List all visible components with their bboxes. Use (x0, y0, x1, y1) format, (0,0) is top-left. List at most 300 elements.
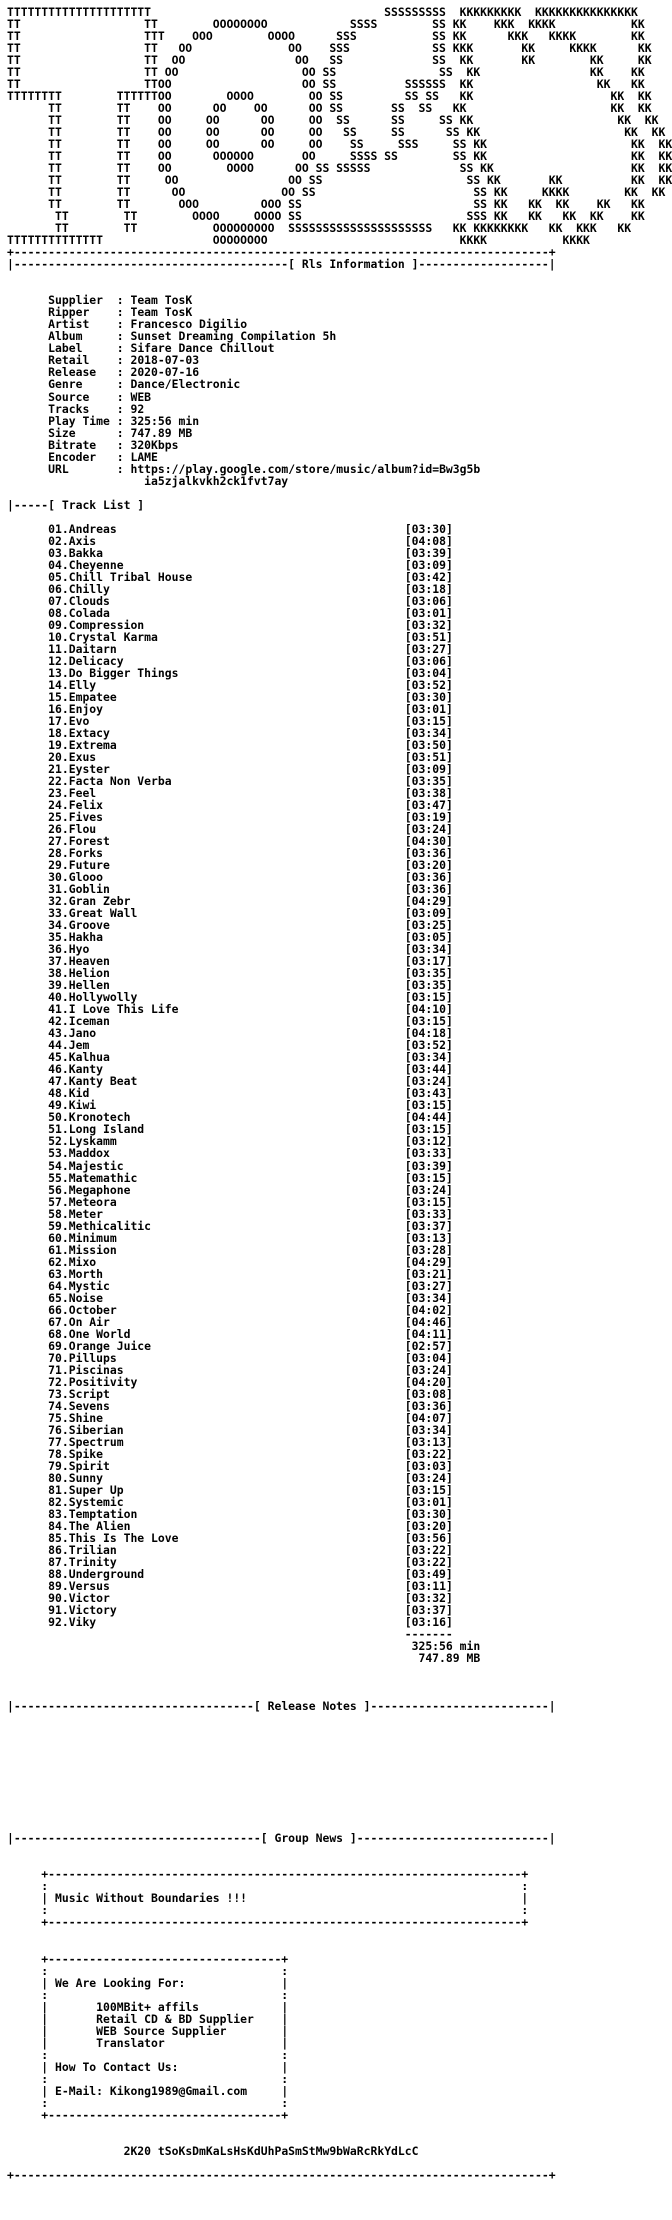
info-label: Ripper (48, 305, 90, 320)
logo-art-line: TT TTT OOO OOOO SSS SS KK KKK KKKK KK (7, 29, 645, 44)
track-title: Goblin (68, 882, 110, 897)
track-number: 15 (48, 689, 62, 704)
track-time: 04:29 (411, 894, 446, 909)
track-time: 04:02 (411, 1302, 446, 1317)
logo-art-line: TT TT OO OO SS SS KK KKKK KK KK (7, 185, 666, 200)
track-time: 03:01 (411, 1494, 446, 1509)
track-row: 61.Mission [03:28] (48, 1242, 453, 1257)
track-time: 03:24 (411, 1074, 446, 1089)
track-row: 16.Enjoy [03:01] (48, 701, 453, 716)
track-number: 29 (48, 858, 62, 873)
track-time: 03:05 (411, 930, 446, 945)
track-row: 70.Pillups [03:04] (48, 1350, 453, 1365)
track-title: Kanty (68, 1062, 104, 1077)
track-title: Kiwi (68, 1098, 97, 1113)
track-row: 87.Trinity [03:22] (48, 1555, 453, 1570)
info-label: Bitrate (48, 437, 97, 452)
info-value: 2018-07-03 (130, 353, 200, 368)
track-title: Positivity (68, 1374, 138, 1389)
track-number: 69 (48, 1338, 62, 1353)
track-row: 73.Script [03:08] (48, 1386, 453, 1401)
track-title: Maddox (68, 1146, 110, 1161)
track-time: 03:24 (411, 1470, 446, 1485)
email-label: E-Mail: (55, 2083, 104, 2098)
track-time: 04:30 (411, 834, 446, 849)
track-title: Future (68, 858, 110, 873)
track-row: 86.Trilian [03:22] (48, 1543, 453, 1557)
track-title: Morth (68, 1266, 104, 1281)
contact-heading: How To Contact Us: (55, 2059, 179, 2074)
track-row: 91.Victory [03:37] (48, 1603, 453, 1618)
track-time: 03:06 (411, 653, 446, 668)
track-time: 03:39 (411, 545, 446, 560)
track-time: 03:11 (411, 1579, 446, 1594)
track-title: Delicacy (68, 653, 124, 668)
track-number: 67 (48, 1314, 62, 1329)
logo-art-line: TTTTTTTTTTTTTT OOOOOOOO KKKK KKKK (7, 233, 590, 248)
track-number: 92 (48, 1615, 62, 1630)
track-number: 45 (48, 1050, 62, 1065)
info-label: Tracks (48, 401, 90, 416)
track-title: Forest (68, 834, 110, 849)
track-title: Matemathic (68, 1170, 138, 1185)
track-time: 03:15 (411, 1098, 446, 1113)
track-number: 06 (48, 581, 62, 596)
info-value: LAME (130, 449, 158, 464)
logo-art-line: TTTTTTTTTTTTTTTTTTTTT SSSSSSSSS KKKKKKKKK KKKKKKKKKKKKKKK (7, 5, 638, 19)
track-time: 03:33 (411, 1206, 446, 1221)
track-row: 01.Andreas [03:30] (48, 521, 453, 536)
track-row: 33.Great Wall [03:09] (48, 906, 453, 921)
track-title: Methicalitic (68, 1218, 152, 1233)
track-number: 61 (48, 1242, 62, 1257)
track-row: 18.Extacy [03:34] (48, 725, 453, 740)
track-number: 04 (48, 557, 62, 572)
track-time: 03:43 (411, 1086, 446, 1101)
track-title: This Is The Love (68, 1530, 179, 1545)
looking-for-item: Translator (96, 2035, 165, 2050)
track-number: 88 (48, 1567, 62, 1582)
track-number: 90 (48, 1591, 62, 1606)
looking-for-item: Retail CD & BD Supplier (96, 2011, 254, 2026)
track-row: 88.Underground [03:49] (48, 1567, 453, 1582)
track-title: Siberian (68, 1422, 124, 1437)
logo-art-line: TT TT OO OO OO OO SS SS SS KK KK KK (7, 101, 652, 116)
track-time: 03:56 (411, 1530, 446, 1545)
track-title: Clouds (68, 593, 110, 608)
track-number: 40 (48, 990, 62, 1005)
track-number: 33 (48, 906, 62, 921)
track-title: Enjoy (68, 701, 104, 716)
contact-email: Kikong1989@Gmail.com (109, 2083, 248, 2098)
track-title: One World (68, 1326, 131, 1341)
track-row: 90.Victor [03:32] (48, 1591, 453, 1606)
track-title: Meteora (68, 1194, 117, 1209)
track-number: 53 (48, 1146, 62, 1161)
track-number: 22 (48, 774, 62, 788)
logo-art-line: TT TT OOO OOO SS SS KK KK KK KK KK (7, 197, 645, 212)
track-time: 04:20 (411, 1374, 446, 1389)
track-title: On Air (68, 1314, 110, 1329)
info-value: 2020-07-16 (130, 365, 200, 380)
track-title: Hakha (68, 930, 104, 945)
track-time: 03:37 (411, 1218, 446, 1233)
track-number: 48 (48, 1086, 62, 1101)
track-title: Trilian (68, 1543, 117, 1557)
track-time: 03:35 (411, 774, 446, 788)
track-title: Colada (68, 605, 110, 620)
track-time: 03:04 (411, 665, 446, 680)
track-time: 03:22 (411, 1555, 446, 1570)
info-value: Team TosK (130, 305, 193, 320)
track-number: 21 (48, 761, 62, 776)
track-title: Empatee (68, 689, 117, 704)
track-number: 60 (48, 1230, 62, 1245)
track-number: 26 (48, 822, 62, 837)
track-time: 03:22 (411, 1543, 446, 1557)
track-row: 45.Kalhua [03:34] (48, 1050, 453, 1065)
track-number: 78 (48, 1446, 62, 1461)
track-time: 03:27 (411, 1278, 446, 1293)
track-title: Daitarn (68, 641, 117, 656)
track-time: 03:28 (411, 1242, 446, 1257)
track-row: 26.Flou [03:24] (48, 822, 453, 837)
info-value: 92 (130, 401, 145, 416)
looking-for-item: WEB Source Supplier (96, 2023, 227, 2038)
info-label: Album (48, 329, 83, 344)
logo-art-line: TT TT OO OOOOOO OO SSSS SS SS KK KK KK (7, 149, 672, 164)
track-row: 82.Systemic [03:01] (48, 1494, 453, 1509)
track-title: Heaven (68, 954, 110, 969)
track-number: 51 (48, 1122, 62, 1137)
track-row: 39.Hellen [03:35] (48, 978, 453, 993)
track-number: 20 (48, 749, 62, 764)
track-number: 74 (48, 1398, 62, 1413)
track-title: Flou (68, 822, 97, 837)
track-title: Sunny (68, 1470, 104, 1485)
track-row: 76.Siberian [03:34] (48, 1422, 453, 1437)
track-row: 85.This Is The Love [03:56] (48, 1530, 453, 1545)
track-title: Sevens (68, 1398, 110, 1413)
track-title: Forks (68, 846, 104, 861)
track-time: 03:09 (411, 557, 446, 572)
track-row: 81.Super Up [03:15] (48, 1482, 453, 1497)
track-row: 10.Crystal Karma [03:51] (48, 629, 453, 644)
track-row: 84.The Alien [03:20] (48, 1518, 453, 1533)
track-title: Trinity (68, 1555, 117, 1570)
track-row: 17.Evo [03:15] (48, 713, 453, 728)
track-time: 03:30 (411, 521, 446, 536)
info-value: WEB (130, 389, 152, 404)
track-title: Cheyenne (68, 557, 124, 572)
track-title: Long Island (68, 1122, 145, 1137)
track-row: 44.Jem [03:52] (48, 1038, 453, 1053)
track-title: Groove (68, 918, 110, 933)
track-row: 34.Groove [03:25] (48, 918, 453, 933)
track-time: 03:12 (411, 1134, 446, 1149)
track-row: 41.I Love This Life [04:10] (48, 1002, 453, 1017)
track-row: 29.Future [03:20] (48, 858, 453, 873)
track-row: 58.Meter [03:33] (48, 1206, 453, 1221)
track-title: Minimum (68, 1230, 117, 1245)
logo-art-line: TT TT OOOOOOOOO SSSSSSSSSSSSSSSSSSSSS KK KKKKKKKK KK KKK KK (7, 221, 632, 236)
info-value: 320Kbps (130, 437, 179, 452)
track-title: Hollywolly (68, 990, 138, 1005)
info-label: Encoder (48, 449, 97, 464)
track-row: 47.Kanty Beat [03:24] (48, 1074, 453, 1089)
track-time: 03:17 (411, 954, 446, 969)
track-number: 50 (48, 1110, 62, 1125)
logo-art-line: TT TT OO OO OO OO SS SS SS KK KK KK (7, 125, 666, 140)
track-time: 03:08 (411, 1386, 446, 1401)
info-value: Dance/Electronic (130, 377, 241, 392)
track-row: 05.Chill Tribal House [03:42] (48, 569, 453, 584)
track-number: 73 (48, 1386, 62, 1401)
logo-art-line: TT TT OO OO SS SS KK KK KK KK (7, 53, 652, 68)
track-time: 03:51 (411, 749, 446, 764)
track-row: 65.Noise [03:34] (48, 1290, 453, 1305)
track-time: 03:33 (411, 1146, 446, 1161)
track-time: 03:36 (411, 846, 446, 861)
track-number: 03 (48, 545, 62, 560)
track-title: Crystal Karma (68, 629, 158, 644)
info-value: Team TosK (130, 293, 193, 308)
track-row: 40.Hollywolly [03:15] (48, 990, 453, 1005)
track-title: Megaphone (68, 1182, 131, 1197)
track-number: 27 (48, 834, 62, 849)
track-title: Systemic (68, 1494, 124, 1509)
track-list-title: [ Track List ] (48, 497, 145, 512)
logo-art-line: TT TT OO OO SS SS KK KK KK (7, 65, 645, 80)
info-label: Size (48, 425, 76, 440)
track-number: 36 (48, 942, 62, 957)
track-title: Kanty Beat (68, 1074, 138, 1089)
track-title: Evo (68, 713, 90, 728)
info-label: Release (48, 365, 97, 380)
track-time: 03:09 (411, 761, 446, 776)
track-number: 24 (48, 798, 62, 813)
track-title: Pillups (68, 1350, 117, 1365)
info-label: Supplier (48, 293, 104, 308)
track-time: 02:57 (411, 1338, 446, 1353)
track-row: 75.Shine [04:07] (48, 1410, 453, 1425)
track-title: Axis (68, 533, 97, 548)
track-row: 42.Iceman [03:15] (48, 1014, 453, 1029)
track-time: 04:44 (411, 1110, 446, 1125)
track-row: 64.Mystic [03:27] (48, 1278, 453, 1293)
track-title: October (68, 1302, 117, 1317)
track-title: Compression (68, 617, 145, 632)
track-row: 13.Do Bigger Things [03:04] (48, 665, 453, 680)
info-value-cont: ia5zjalkvkh2ck1fvt7ay (144, 473, 289, 488)
track-title: Eyster (68, 761, 110, 776)
track-row: 38.Helion [03:35] (48, 966, 453, 981)
release-notes-header: |-----------------------------------[ Release Notes ]--------------------------| (7, 1699, 556, 1714)
info-value: Francesco Digilio (130, 317, 248, 332)
track-number: 35 (48, 930, 62, 945)
logo-art-line: TT TT OO OO OO OO SS SSS SS KK KK KK (7, 137, 672, 152)
track-number: 30 (48, 870, 62, 885)
track-title: Underground (68, 1567, 145, 1582)
track-time: 03:16 (411, 1615, 446, 1630)
track-row: 67.On Air [04:46] (48, 1314, 453, 1329)
track-time: 03:15 (411, 1194, 446, 1209)
track-row: 68.One World [04:11] (48, 1326, 453, 1341)
track-time: 03:01 (411, 701, 446, 716)
track-row: 24.Felix [03:47] (48, 798, 453, 813)
track-number: 42 (48, 1014, 62, 1029)
track-number: 44 (48, 1038, 62, 1053)
group-signature: 2K20 tSoKsDmKaLsHsKdUhPaSmStMw9bWaRcRkYdLcC (123, 2143, 419, 2158)
track-number: 64 (48, 1278, 62, 1293)
track-time: 03:51 (411, 629, 446, 644)
track-row: 02.Axis [04:08] (48, 533, 453, 548)
logo-art-line: TT TT OO OOOO OO SS SSSSS SS KK KK KK (7, 161, 672, 176)
track-time: 03:04 (411, 1350, 446, 1365)
track-row: 48.Kid [03:43] (48, 1086, 453, 1101)
track-number: 08 (48, 605, 62, 620)
track-row: 04.Cheyenne [03:09] (48, 557, 453, 572)
track-number: 41 (48, 1002, 62, 1017)
track-number: 31 (48, 882, 62, 897)
track-row: 72.Positivity [04:20] (48, 1374, 453, 1389)
track-title: Exus (68, 749, 97, 764)
track-row: 77.Spectrum [03:13] (48, 1434, 453, 1449)
track-row: 06.Chilly [03:18] (48, 581, 453, 596)
track-title: Spike (68, 1446, 104, 1461)
track-time: 03:03 (411, 1458, 446, 1473)
track-number: 83 (48, 1506, 62, 1521)
track-row: 66.October [04:02] (48, 1302, 453, 1317)
track-time: 03:13 (411, 1230, 446, 1245)
track-number: 68 (48, 1326, 62, 1341)
track-time: 03:25 (411, 918, 446, 933)
track-list-header: |-----[ Track List ] (7, 497, 145, 512)
track-number: 65 (48, 1290, 62, 1305)
track-time: 03:32 (411, 617, 446, 632)
track-number: 76 (48, 1422, 62, 1437)
track-title: Helion (68, 966, 110, 981)
group-motto: Music Without Boundaries !!! (55, 1891, 248, 1906)
track-time: 03:22 (411, 1446, 446, 1461)
track-time: 03:35 (411, 966, 446, 981)
track-time: 03:47 (411, 798, 446, 813)
track-number: 07 (48, 593, 62, 608)
track-title: Andreas (68, 521, 117, 536)
track-number: 79 (48, 1458, 62, 1473)
logo-art-line: TT TT OO OO OO OO SS SS SS KK KK KK (7, 113, 659, 128)
track-number: 10 (48, 629, 62, 644)
track-row: 08.Colada [03:01] (48, 605, 453, 620)
track-time: 03:34 (411, 1290, 446, 1305)
track-time: 03:34 (411, 725, 446, 740)
track-row: 74.Sevens [03:36] (48, 1398, 453, 1413)
track-row: 07.Clouds [03:06] (48, 593, 453, 608)
track-number: 77 (48, 1434, 62, 1449)
track-number: 05 (48, 569, 62, 584)
logo-art-line: TT TT OO OO SS SS KK KK KK KK (7, 173, 672, 188)
track-number: 52 (48, 1134, 62, 1149)
track-row: 62.Mixo [04:29] (48, 1254, 453, 1269)
track-row: 71.Piscinas [03:24] (48, 1362, 453, 1377)
track-time: 03:32 (411, 1591, 446, 1606)
track-row: 19.Extrema [03:50] (48, 737, 453, 752)
track-title: Temptation (68, 1506, 138, 1521)
info-value: Sunset Dreaming Compilation 5h (130, 329, 337, 344)
track-title: Kalhua (68, 1050, 110, 1065)
rls-info-section: Supplier : Team TosK Ripper : Team TosK Artist : Francesco Digilio Album : Sunset Dreaming Compilation 5h Label : Sifare Dance Chillout Retail : 2018-07-03 Release : 2020-07-16 Genre : Dance/Electronic Source : WEB Tracks : 92 Play Time : 325:56 min Size : 747.89 MB Bitrate : 320Kbps Encoder : LAME URL : https://play.google.com/store/music/album?id=Bw3g5b ia5zjalkvkh2ck1fvt7ay (48, 293, 481, 488)
track-time: 03:15 (411, 713, 446, 728)
track-number: 87 (48, 1555, 62, 1570)
track-title: Victor (68, 1591, 110, 1606)
footer-signature (7, 2144, 418, 2158)
track-time: 03:34 (411, 942, 446, 957)
track-time: 03:20 (411, 1518, 446, 1533)
track-number: 84 (48, 1518, 62, 1533)
track-row: 21.Eyster [03:09] (48, 761, 453, 776)
track-time: 04:08 (411, 533, 446, 548)
track-title: Fives (68, 810, 104, 825)
total-play-time: 325:56 min (411, 1639, 481, 1654)
track-number: 57 (48, 1194, 62, 1209)
track-title: Do Bigger Things (68, 665, 179, 680)
track-row: 59.Methicalitic [03:37] (48, 1218, 453, 1233)
track-title: Chilly (68, 581, 110, 596)
track-row: 20.Exus [03:51] (48, 749, 453, 764)
total-size: 747.89 MB (418, 1651, 481, 1666)
track-title: Extacy (68, 725, 110, 740)
info-label: Source (48, 389, 90, 404)
track-number: 63 (48, 1266, 62, 1281)
track-number: 09 (48, 617, 62, 632)
track-number: 13 (48, 665, 62, 680)
track-time: 03:34 (411, 1050, 446, 1065)
track-number: 02 (48, 533, 62, 548)
group-news-section: +---------------------------------------------------------------------+ : : | Music Without Boundaries !!! | : : +---------------------------------------------------------------------+ +----------------------------------+ : : | We Are Looking For: | : : | 100MBit+ affils | | Retail CD & BD Supplier | | WEB Source Supplier | | Translator | : : | How To Contact Us: | : : | E-Mail: Kikong1989@Gmail.com | : : +----------------------------------+ (7, 1867, 529, 2122)
track-title: Mission (68, 1242, 117, 1257)
track-row: 25.Fives [03:19] (48, 810, 453, 825)
track-number: 66 (48, 1302, 62, 1317)
track-time: 03:15 (411, 1014, 446, 1029)
track-time: 03:35 (411, 978, 446, 993)
track-title: Kid (68, 1086, 90, 1101)
logo-art-line: TT TT OO OO SSS SS KKK KK KKKK KK (7, 41, 652, 56)
track-row: 52.Lyskamm [03:12] (48, 1134, 453, 1149)
track-time: 03:09 (411, 906, 446, 921)
track-time: 04:29 (411, 1254, 446, 1269)
track-title: Hellen (68, 978, 110, 993)
group-news-header: |------------------------------------[ Group News ]----------------------------| (7, 1831, 556, 1846)
track-row: 53.Maddox [03:33] (48, 1146, 453, 1161)
track-time: 03:38 (411, 786, 446, 801)
info-label: Retail (48, 353, 90, 368)
info-label: Artist (48, 317, 90, 332)
track-time: 03:15 (411, 990, 446, 1005)
track-row: 11.Daitarn [03:27] (48, 641, 453, 656)
track-title: Chill Tribal House (68, 569, 193, 584)
track-row: 54.Majestic [03:39] (48, 1158, 453, 1173)
track-time: 03:52 (411, 1038, 446, 1053)
track-title: Jano (68, 1026, 97, 1041)
track-row: 03.Bakka [03:39] (48, 545, 453, 560)
track-time: 03:44 (411, 1062, 446, 1077)
track-title: Lyskamm (68, 1134, 117, 1149)
track-title: Elly (68, 677, 97, 692)
track-number: 18 (48, 725, 62, 740)
track-time: 03:20 (411, 858, 446, 873)
track-time: 03:39 (411, 1158, 446, 1173)
track-title: Gran Zebr (68, 894, 131, 909)
